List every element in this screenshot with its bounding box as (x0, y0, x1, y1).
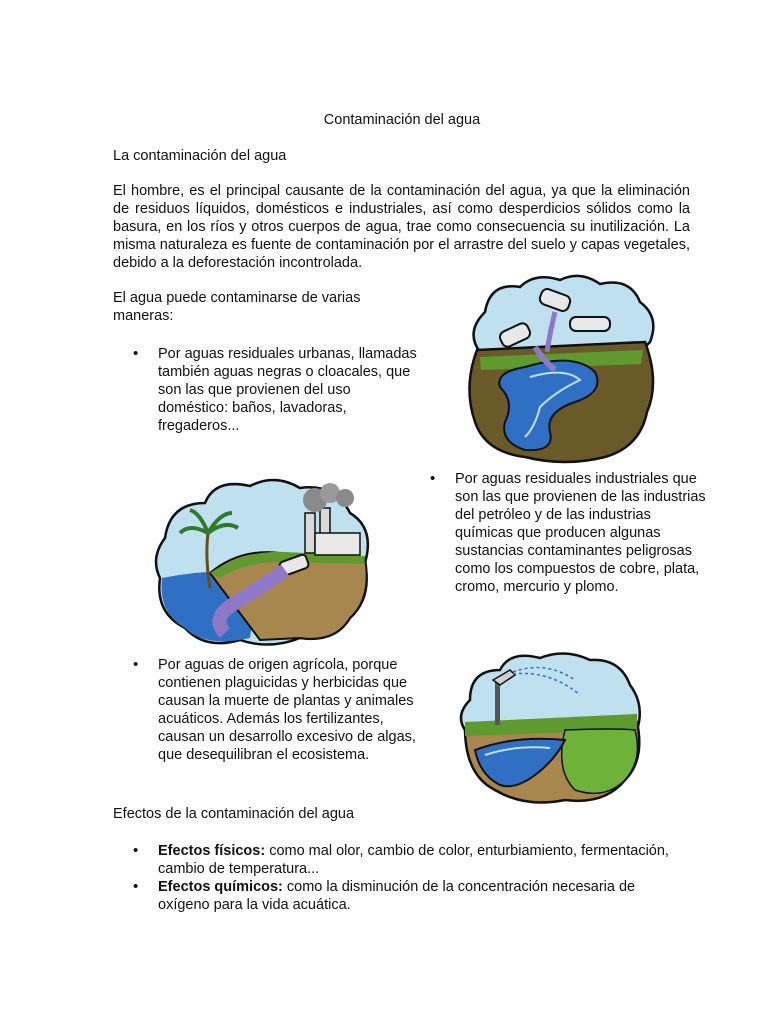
industrial-waste-illustration-icon (150, 478, 376, 648)
effects-list (113, 842, 690, 914)
effect-text: como mal olor, cambio de color, enturbiamiento, fermentación, cambio de temperatura... (158, 843, 669, 877)
list-item-industrial-waste: • Por aguas residuales industriales que son las que provienen de las industrias del petróleo y de las industrias químicas que producen algunas sustancias contaminantes peligrosas como los compuestos de cobre, plata, cromo, mercurio y plomo. (410, 470, 710, 596)
section-subtitle: La contaminación del agua (113, 148, 287, 164)
effect-item-physical (113, 842, 690, 878)
urban-sewage-illustration-icon (455, 272, 665, 467)
effect-label: Efectos físicos: (158, 843, 266, 859)
effects-heading: Efectos de la contaminación del agua (113, 806, 355, 822)
effect-item-chemical (113, 878, 690, 914)
ways-list-urban (113, 345, 423, 435)
ways-list-industrial (410, 470, 710, 596)
page-title: Contaminación del agua (323, 112, 481, 128)
list-item-urban-sewage: • Por aguas residuales urbanas, llamadas también aguas negras o cloacales, que son las que provienen del uso doméstico: baños, lavadoras, fregaderos... (113, 345, 423, 435)
effect-label: Efectos químicos: (158, 879, 283, 895)
list-item-agricultural-runoff: • Por aguas de origen agrícola, porque contienen plaguicidas y herbicidas que causan la muerte de plantas y animales acuáticos. Además los fertilizantes, causan un desarrollo excesivo de algas, que desequilibran el ecosistema. (113, 656, 423, 764)
intro-paragraph: El hombre, es el principal causante de la contaminación del agua, ya que la eliminación de residuos líquidos, domésticos e industriales, así como desperdicios sólidos como la basura, en los ríos y otros cuerpos de agua, trae como consecuencia su inutilización. La misma naturaleza es fuente de contaminación por el arrastre del suelo y capas vegetales, debido a la deforestación incontrolada. (113, 183, 690, 271)
effect-text: como la disminución de la concentración necesaria de oxígeno para la vida acuática. (158, 879, 636, 913)
ways-list-agricultural (113, 656, 423, 764)
ways-intro-text: El agua puede contaminarse de varias maneras: (113, 290, 361, 324)
agricultural-runoff-illustration-icon (455, 650, 645, 805)
